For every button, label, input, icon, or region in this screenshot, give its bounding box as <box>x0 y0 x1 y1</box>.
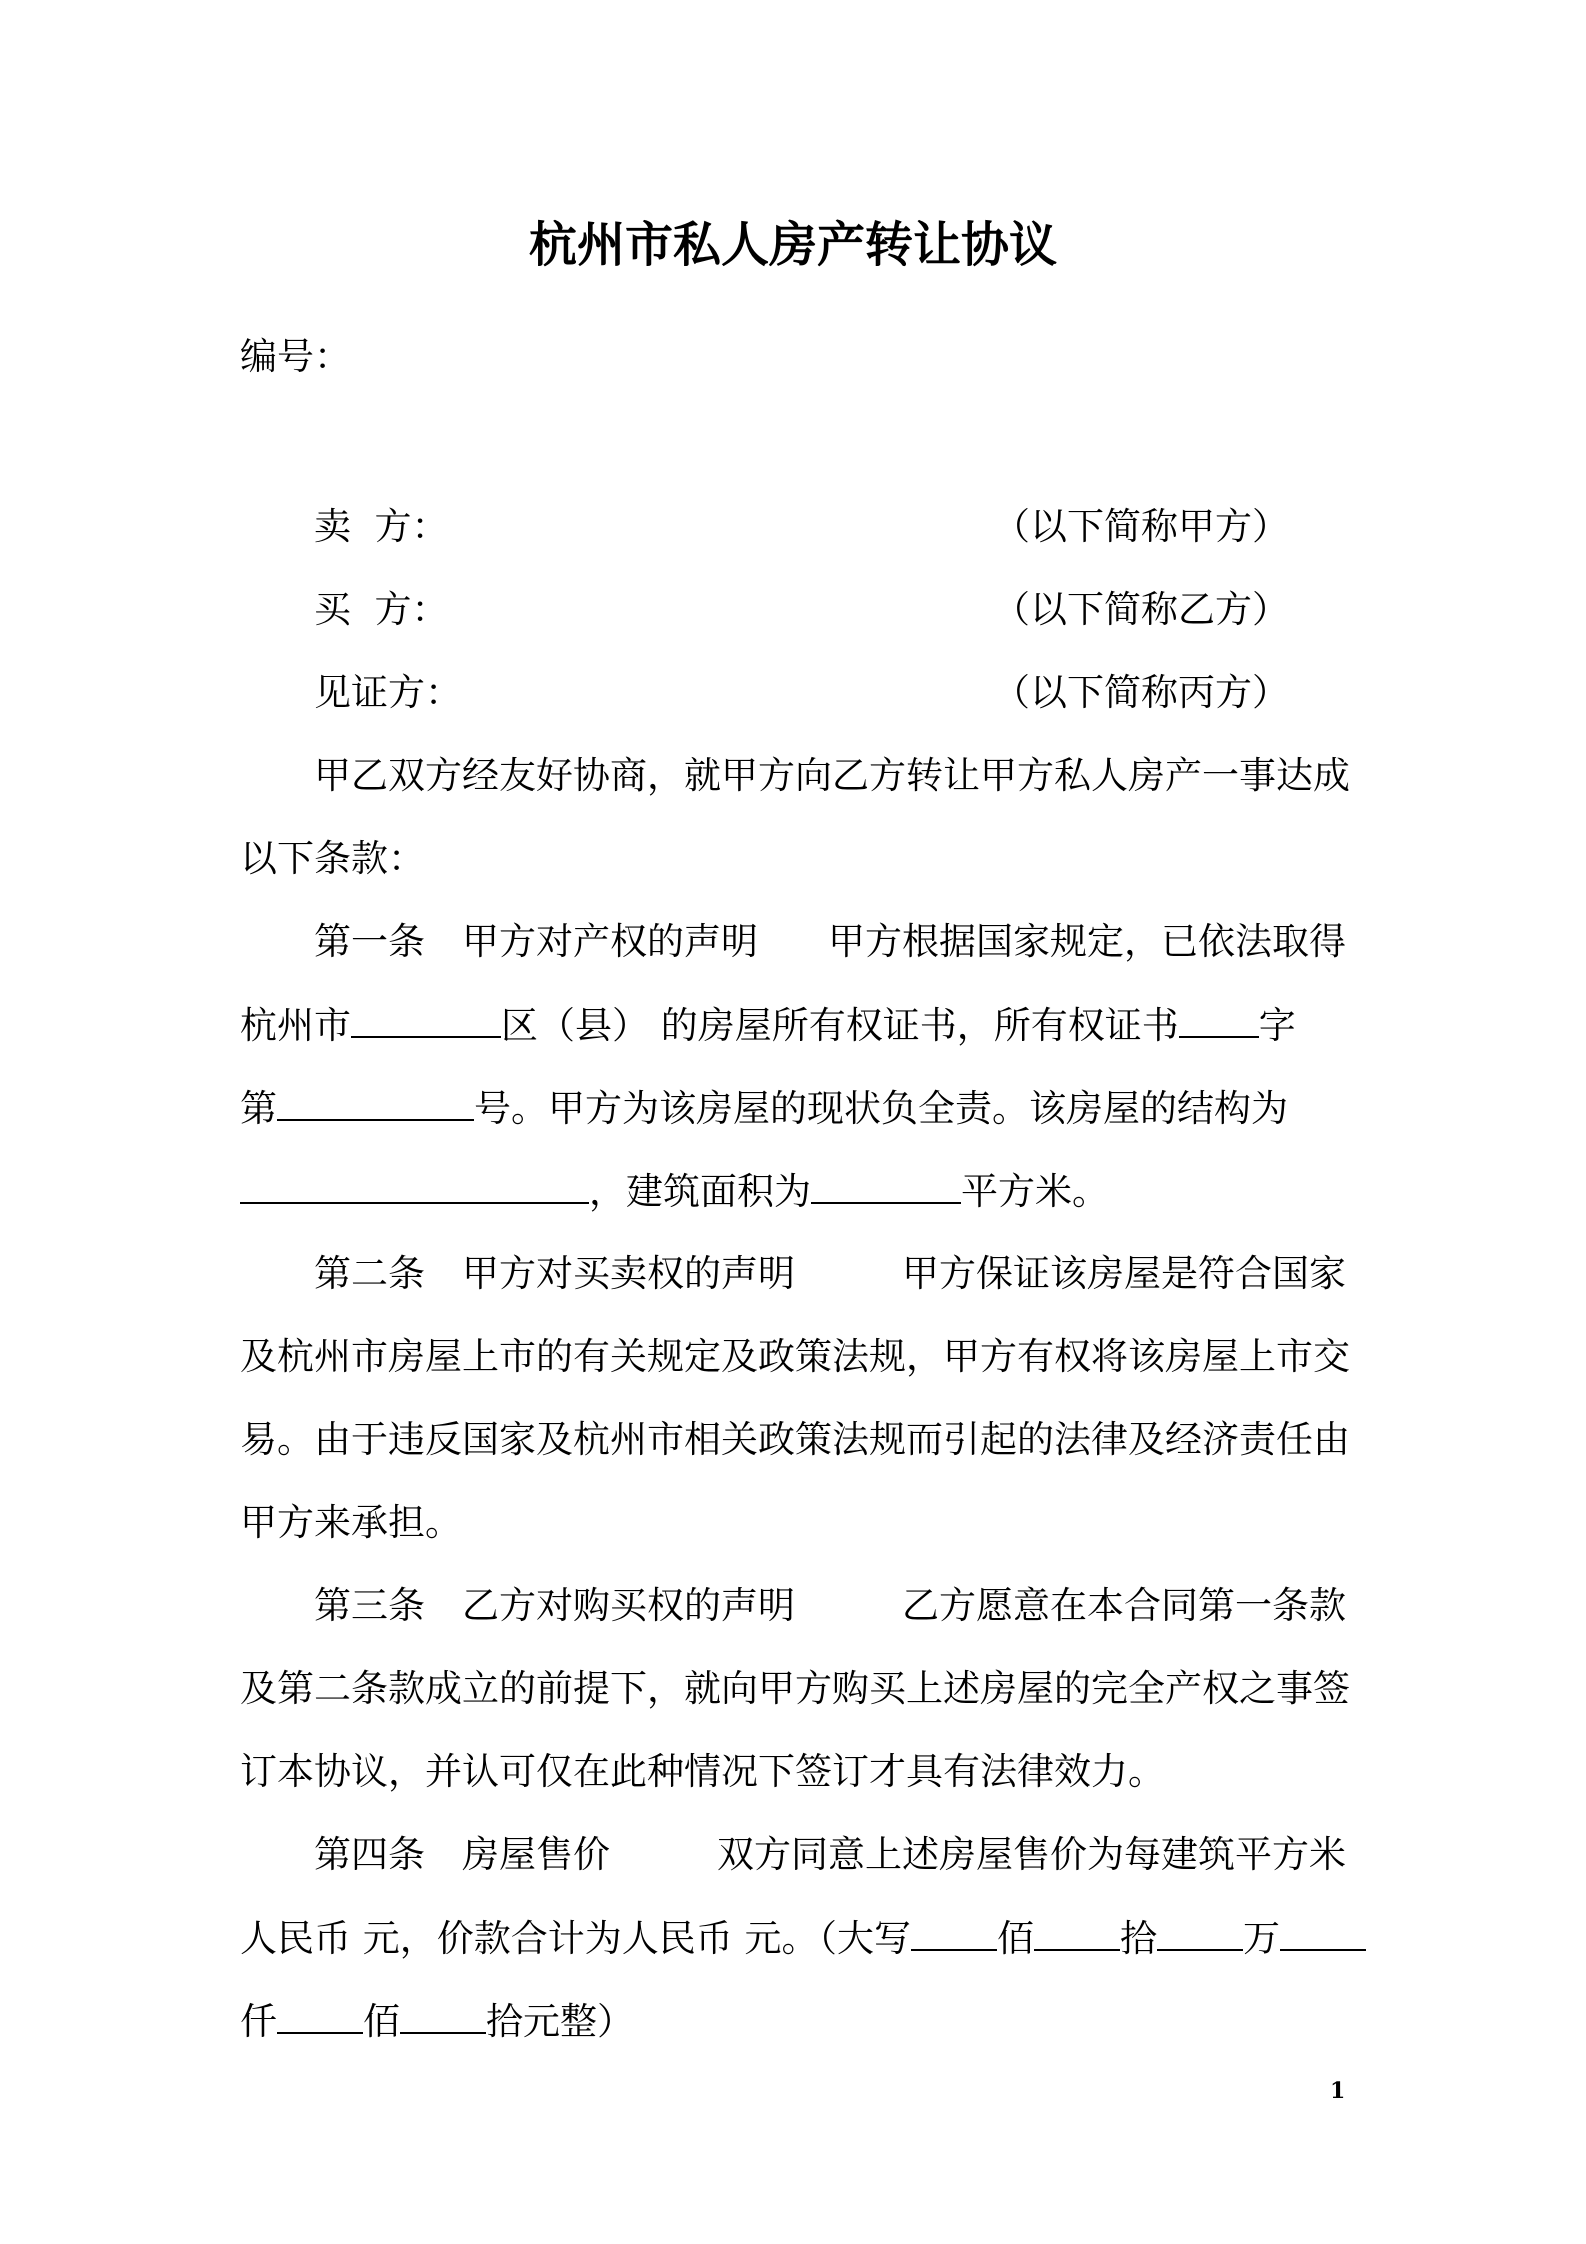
article-4-text: 双方同意上述房屋售价为每建筑平方米 <box>717 1833 1346 1876</box>
page-number: 1 <box>1330 2078 1346 2104</box>
article-4-line-2 <box>240 1913 1346 1964</box>
article-1-text: 甲方根据国家规定，已依法取得 <box>828 920 1346 963</box>
seller-alias: （以下简称甲方） <box>993 505 1289 548</box>
article-3-line-3: 订本协议，并认可仅在此种情况下签订才具有法律效力。 <box>240 1750 1165 1793</box>
witness-line <box>314 668 1346 718</box>
article-2-heading: 第二条 甲方对买卖权的声明 <box>314 1252 795 1295</box>
text: 第 <box>240 1087 277 1130</box>
amount-blank[interactable] <box>400 1996 486 2034</box>
article-4-line-3 <box>240 1996 1346 2047</box>
document-title: 杭州市私人房产转让协议 <box>528 217 1057 273</box>
area-blank[interactable] <box>811 1166 961 1204</box>
article-3-heading: 第三条 乙方对购买权的声明 <box>314 1584 795 1627</box>
amount-blank[interactable] <box>277 1996 363 2034</box>
amount-blank[interactable] <box>1157 1913 1243 1951</box>
text: 平方米。 <box>961 1170 1109 1213</box>
witness-label: 见证方： <box>314 671 462 714</box>
amount-blank[interactable] <box>911 1913 997 1951</box>
intro-line-1: 甲乙双方经友好协商，就甲方向乙方转让甲方私人房产一事达成 <box>314 754 1350 797</box>
article-2-line-4: 甲方来承担。 <box>240 1501 462 1544</box>
article-4-line-1 <box>314 1830 1346 1880</box>
text: 字 <box>1258 1004 1296 1047</box>
text: 人民币 元，价款合计为人民币 元。（大写 <box>240 1917 912 1960</box>
buyer-label: 买 方： <box>314 588 449 631</box>
text: 拾 <box>1120 1917 1158 1960</box>
certificate-word-blank[interactable] <box>1179 1000 1259 1038</box>
article-3-text: 乙方愿意在本合同第一条款 <box>902 1584 1346 1627</box>
article-4-heading: 第四条 房屋售价 <box>314 1833 610 1876</box>
intro-line-2: 以下条款： <box>240 837 425 880</box>
amount-blank[interactable] <box>1280 1913 1366 1951</box>
text: 万 <box>1243 1917 1281 1960</box>
amount-blank[interactable] <box>1034 1913 1120 1951</box>
text: 区（县） 的房屋所有权证书，所有权证书 <box>501 1004 1179 1047</box>
article-2-line-1 <box>314 1249 1346 1299</box>
contract-number-label: 编号： <box>240 335 351 378</box>
text: 拾元整） <box>486 2000 634 2043</box>
certificate-number-blank[interactable] <box>277 1083 474 1121</box>
seller-label: 卖 方： <box>314 505 449 548</box>
text: 佰 <box>363 2000 400 2043</box>
article-3-line-1 <box>314 1581 1346 1631</box>
article-3-line-2: 及第二条款成立的前提下，就向甲方购买上述房屋的完全产权之事签 <box>240 1667 1350 1710</box>
witness-alias: （以下简称丙方） <box>993 671 1289 714</box>
article-1-line-4 <box>240 1166 1346 1217</box>
structure-blank[interactable] <box>240 1166 589 1204</box>
article-1-line-1 <box>314 917 1346 967</box>
text: 佰 <box>997 1917 1035 1960</box>
article-2-text: 甲方保证该房屋是符合国家 <box>902 1252 1346 1295</box>
text: ，建筑面积为 <box>589 1170 811 1213</box>
article-2-line-2: 及杭州市房屋上市的有关规定及政策法规，甲方有权将该房屋上市交 <box>240 1335 1350 1378</box>
text: 杭州市 <box>240 1004 351 1047</box>
buyer-alias: （以下简称乙方） <box>993 588 1289 631</box>
text: 仟 <box>240 2000 277 2043</box>
seller-line <box>314 502 1346 552</box>
text: 号。甲方为该房屋的现状负全责。该房屋的结构为 <box>474 1087 1288 1130</box>
article-2-line-3: 易。由于违反国家及杭州市相关政策法规而引起的法律及经济责任由 <box>240 1418 1350 1461</box>
article-1-line-3 <box>240 1083 1346 1134</box>
district-blank[interactable] <box>351 1000 501 1038</box>
article-1-heading: 第一条 甲方对产权的声明 <box>314 920 758 963</box>
article-1-line-2 <box>240 1000 1346 1051</box>
buyer-line <box>314 585 1346 635</box>
